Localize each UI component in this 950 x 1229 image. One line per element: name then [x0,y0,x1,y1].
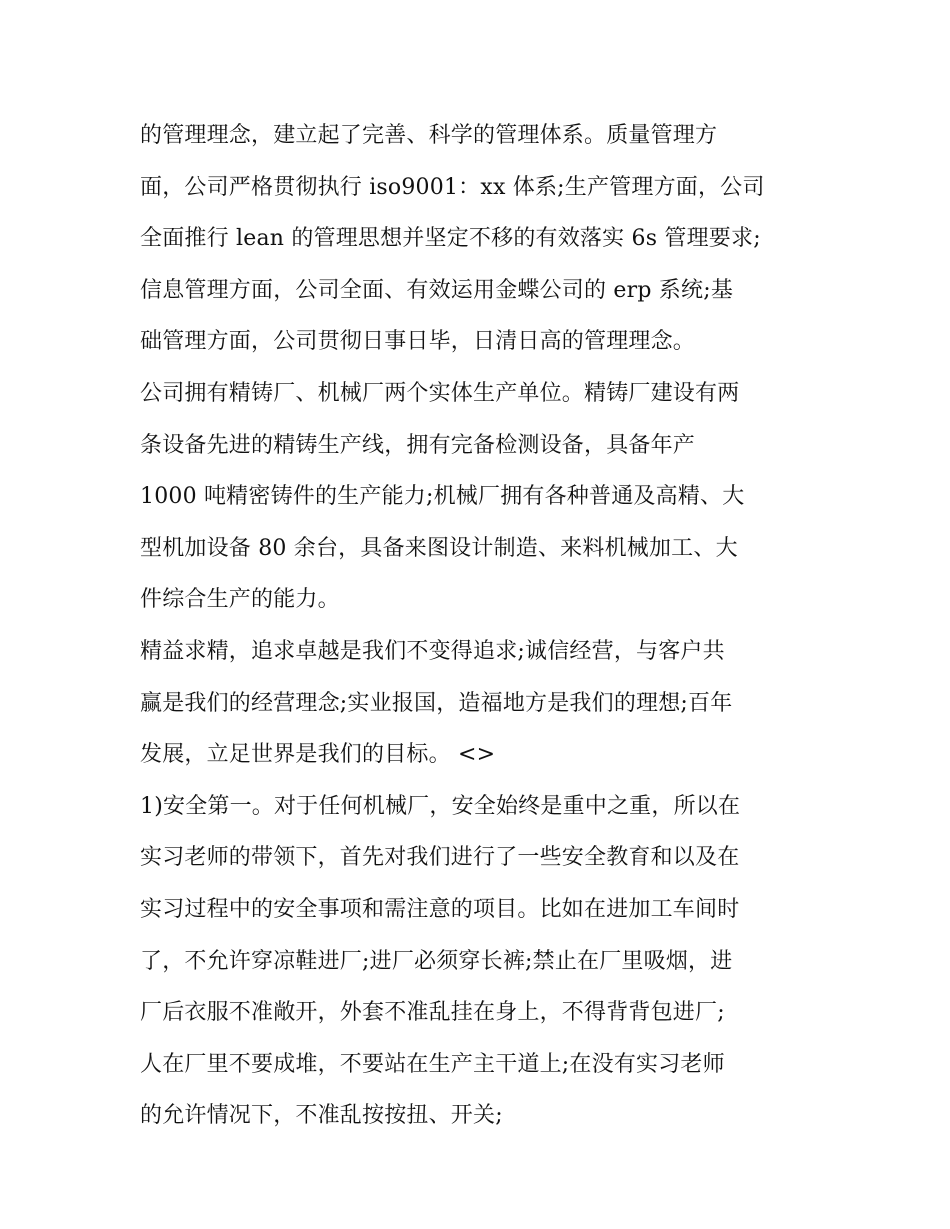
text-line: 实习过程中的安全事项和需注意的项目。比如在进加工车间时 [140,896,740,922]
text-line: 型机加设备 80 余台，具备来图设计制造、来料机械加工、大 [140,535,738,561]
text-line: 信息管理方面，公司全面、有效运用金蝶公司的 erp 系统;基 [140,277,734,303]
text-line: 了，不允许穿凉鞋进厂;进厂必须穿长裤;禁止在厂里吸烟，进 [140,948,733,974]
text-line: 的允许情况下，不准乱按按扭、开关; [140,1103,503,1129]
text-line: 发展，立足世界是我们的目标。 <> [140,742,496,768]
text-line: 厂后衣服不准敞开，外套不准乱挂在身上，不得背背包进厂; [140,1000,725,1026]
text-line: 精益求精，追求卓越是我们不变得追求;诚信经营，与客户共 [140,638,725,664]
text-line: 公司拥有精铸厂、机械厂两个实体生产单位。精铸厂建设有两 [140,380,740,406]
text-line: 1000 吨精密铸件的生产能力;机械厂拥有各种普通及高精、大 [140,484,745,510]
text-line: 件综合生产的能力。 [140,587,340,613]
text-line: 1)安全第一。对于任何机械厂，安全始终是重中之重，所以在 [140,793,741,819]
text-line: 条设备先进的精铸生产线，拥有完备检测设备，具备年产 [140,432,696,458]
text-line: 面，公司严格贯彻执行 iso9001：xx 体系;生产管理方面，公司 [140,174,765,200]
text-line: 实习老师的带领下，首先对我们进行了一些安全教育和以及在 [140,845,740,871]
text-line: 础管理方面，公司贯彻日事日毕，日清日高的管理理念。 [140,329,696,355]
text-line: 全面推行 lean 的管理思想并坚定不移的有效落实 6s 管理要求; [140,226,761,252]
text-line: 的管理理念，建立起了完善、科学的管理体系。质量管理方 [140,123,718,148]
text-line: 赢是我们的经营理念;实业报国，造福地方是我们的理想;百年 [140,690,733,716]
text-line: 人在厂里不要成堆，不要站在生产主干道上;在没有实习老师 [140,1051,725,1077]
document-body [140,110,840,1142]
